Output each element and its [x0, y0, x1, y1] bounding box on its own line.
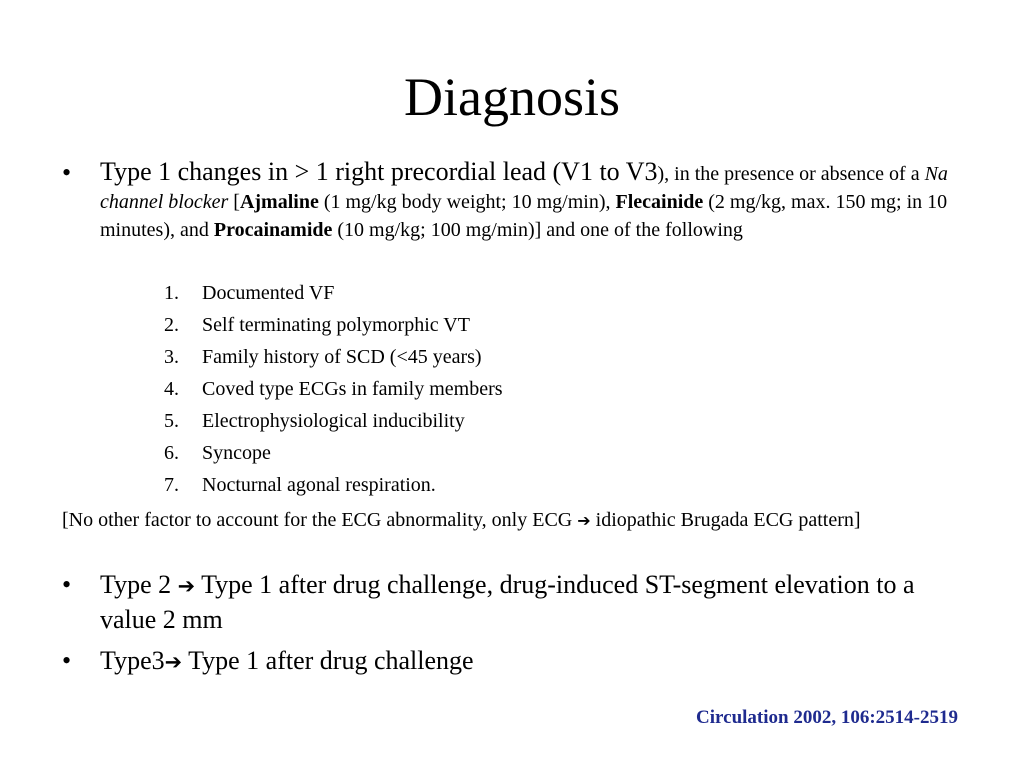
criteria-num: 3.	[164, 346, 179, 368]
criteria-text: Family history of SCD (<45 years)	[202, 346, 482, 368]
criteria-text: Coved type ECGs in family members	[202, 378, 503, 400]
bullet-type2-text	[100, 568, 962, 637]
type1-text-4: (2 mg/kg, max. 150 mg; in 10 minutes), and	[100, 191, 948, 241]
criteria-text: Self terminating polymorphic VT	[202, 314, 470, 336]
criteria-text: Nocturnal agonal respiration.	[202, 474, 436, 496]
bullet-type3	[62, 644, 962, 679]
note-after: idiopathic Brugada ECG pattern]	[590, 509, 861, 531]
type2-after: Type 1 after drug challenge, drug-induced ST-segment elevation to a value 2 mm	[100, 570, 915, 634]
criteria-item	[164, 314, 470, 337]
criteria-item	[164, 378, 503, 401]
criteria-item	[164, 282, 334, 305]
type1-text-5: (10 mg/kg; 100 mg/min)] and one of the following	[332, 219, 743, 241]
citation: Circulation 2002, 106:2514-2519	[696, 707, 958, 728]
criteria-item	[164, 474, 436, 497]
type1-text-3: (1 mg/kg body weight; 10 mg/min),	[318, 191, 616, 213]
criteria-text: Documented VF	[202, 282, 335, 304]
type1-text-1: ), in the presence or absence of a	[657, 163, 925, 185]
criteria-num: 6.	[164, 442, 179, 464]
bullet-type1-text	[100, 158, 962, 244]
slide-title: Diagnosis	[404, 67, 620, 127]
na-channel-blocker: Na channel blocker	[100, 163, 948, 213]
procainamide: Procainamide	[213, 219, 333, 241]
criteria-num: 2.	[164, 314, 179, 336]
criteria-num: 7.	[164, 474, 179, 496]
criteria-item	[164, 442, 271, 465]
ajmaline: Ajmaline	[239, 191, 319, 213]
bullet-type1	[62, 158, 962, 244]
type2-before: Type 2	[100, 570, 178, 599]
criteria-item	[164, 346, 482, 369]
criteria-item	[164, 410, 465, 433]
flecainide: Flecainide	[615, 191, 704, 213]
bullet-type2	[62, 568, 962, 637]
criteria-num: 5.	[164, 410, 179, 432]
criteria-num: 4.	[164, 378, 179, 400]
bullet-icon: •	[62, 570, 72, 599]
type1-lead: Type 1 changes in > 1 right precordial lead (V1 to V3	[100, 157, 658, 186]
note-before: [No other factor to account for the ECG abnormality, only ECG	[62, 509, 578, 531]
bullet-type3-text	[100, 644, 962, 679]
right-arrow-icon: ➔	[164, 650, 183, 674]
criteria-text: Electrophysiological inducibility	[202, 410, 465, 432]
type3-before: Type3	[100, 646, 165, 675]
right-arrow-icon: ➔	[577, 511, 591, 530]
right-arrow-icon: ➔	[177, 574, 196, 598]
criteria-text: Syncope	[202, 442, 271, 464]
note-text	[62, 506, 1000, 535]
criteria-num: 1.	[164, 282, 179, 304]
type1-text-2: [	[228, 191, 240, 213]
bullet-icon: •	[62, 646, 72, 675]
type3-after: Type 1 after drug challenge	[182, 646, 474, 675]
bullet-icon: •	[62, 158, 72, 187]
